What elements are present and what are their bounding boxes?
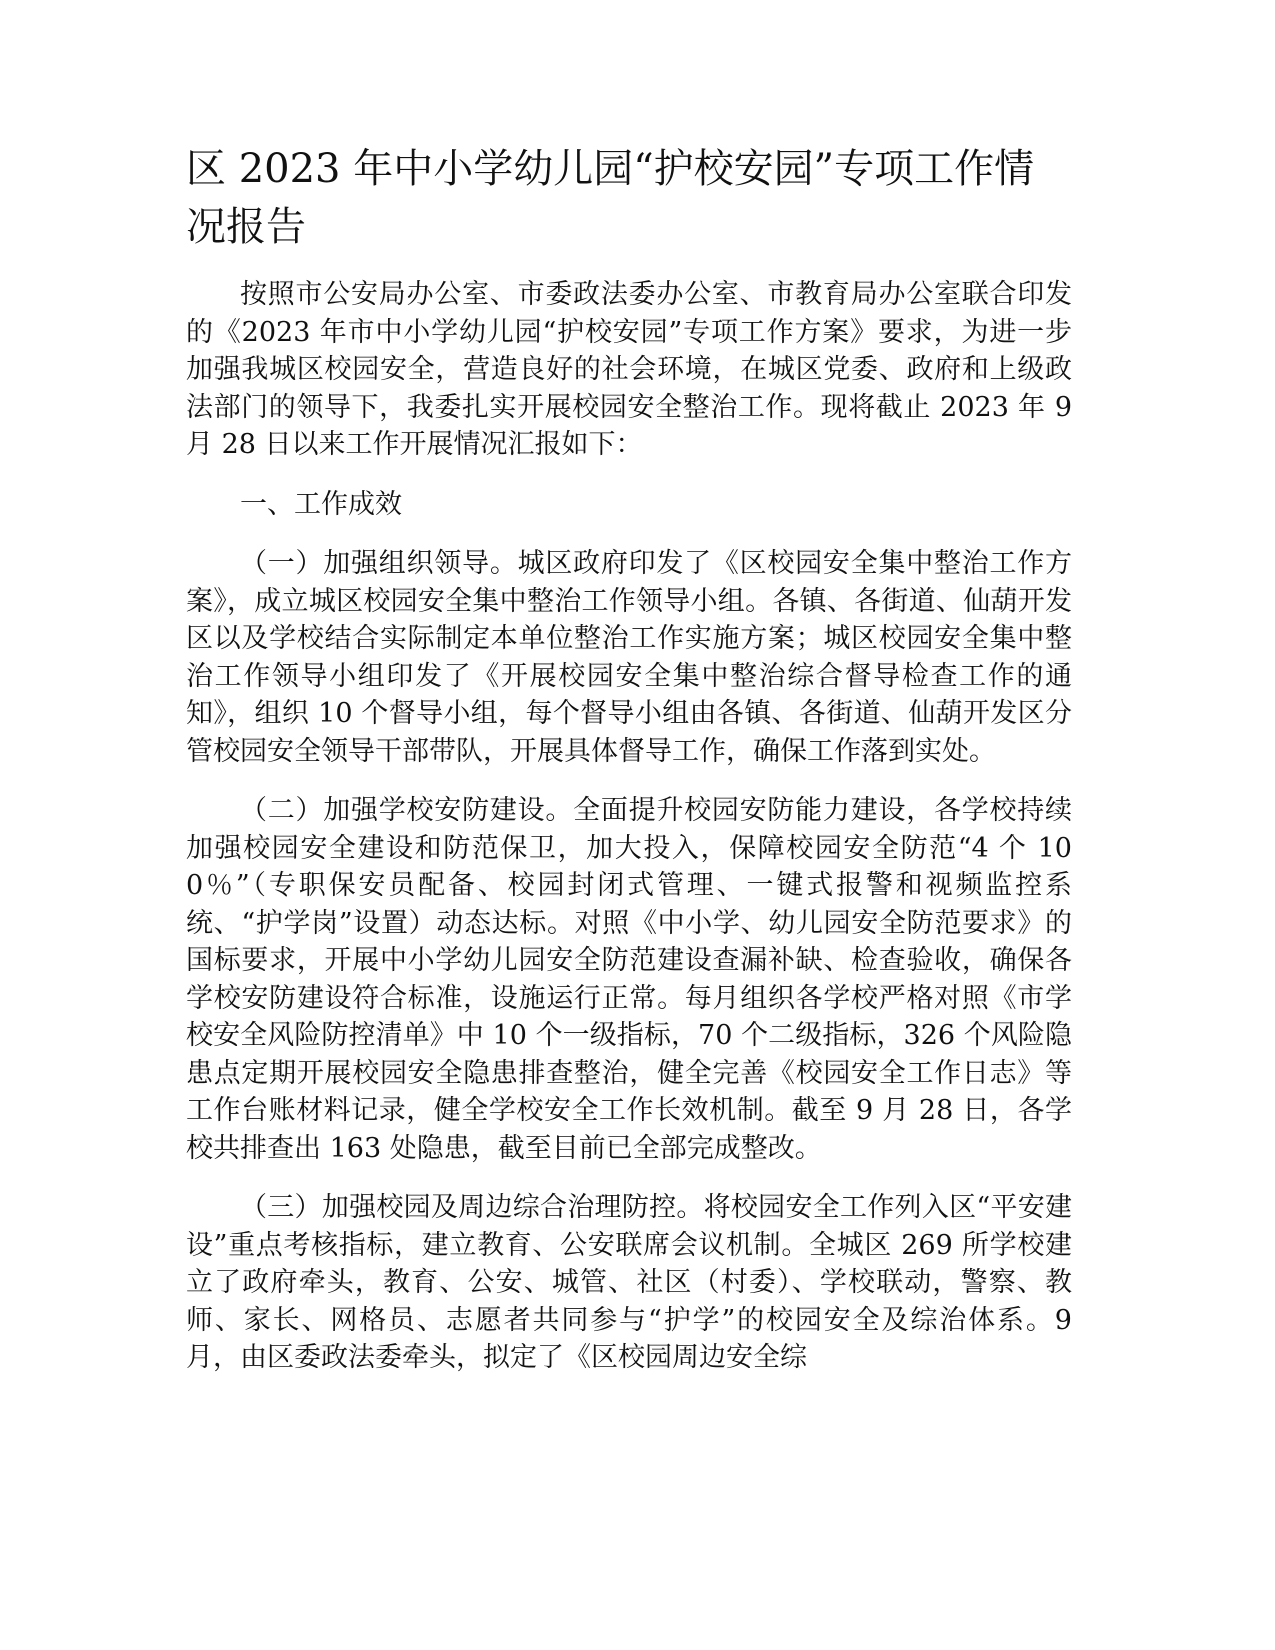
paragraph-campus-surroundings-governance: （三）加强校园及周边综合治理防控。将校园安全工作列入区“平安建设”重点考核指标，建立教育、公安联席会议机制。全城区 269 所学校建立了政府牵头，教育、公安、城管、社区（村委）、学校联动，警察、教师、家长、网格员、志愿者共同参与“护学”的校园安全及综治体系。9 月，由区委政法委牵头，拟定了《区校园周边安全综	[186, 1192, 1072, 1373]
document-page	[186, 140, 1072, 1399]
section-heading-work-results: 一、工作成效	[240, 488, 402, 520]
paragraph-school-security-construction: （二）加强学校安防建设。全面提升校园安防能力建设，各学校持续加强校园安全建设和防范保卫，加大投入，保障校园安全防范“4 个 100％”（专职保安员配备、校园封闭式管理、一键式报警和视频监控系统、“护学岗”设置）动态达标。对照《中小学、幼儿园安全防范要求》的国标要求，开展中小学幼儿园安全防范建设查漏补缺、检查验收，确保各学校安防建设符合标准，设施运行正常。每月组织各学校严格对照《市学校安全风险防控清单》中 10 个一级指标，70 个二级指标，326 个风险隐患点定期开展校园安全隐患排查整治，健全完善《校园安全工作日志》等工作台账材料记录，健全学校安全工作长效机制。截至 9 月 28 日，各学校共排查出 163 处隐患，截至目前已全部完成整改。	[186, 795, 1072, 1164]
document-title: 区 2023 年中小学幼儿园“护校安园”专项工作情况报告	[186, 146, 1035, 250]
intro-paragraph: 按照市公安局办公室、市委政法委办公室、市教育局办公室联合印发的《2023 年市中小学幼儿园“护校安园”专项工作方案》要求，为进一步加强我城区校园安全，营造良好的社会环境，在城区党委、政府和上级政法部门的领导下，我委扎实开展校园安全整治工作。现将截止 2023 年 9 月 28 日以来工作开展情况汇报如下：	[186, 279, 1072, 460]
document-body	[186, 276, 1072, 1377]
paragraph-organization-leadership: （一）加强组织领导。城区政府印发了《区校园安全集中整治工作方案》，成立城区校园安全集中整治工作领导小组。各镇、各街道、仙葫开发区以及学校结合实际制定本单位整治工作实施方案；城区校园安全集中整治工作领导小组印发了《开展校园安全集中整治综合督导检查工作的通知》，组织 10 个督导小组，每个督导小组由各镇、各街道、仙葫开发区分管校园安全领导干部带队，开展具体督导工作，确保工作落到实处。	[186, 548, 1072, 767]
